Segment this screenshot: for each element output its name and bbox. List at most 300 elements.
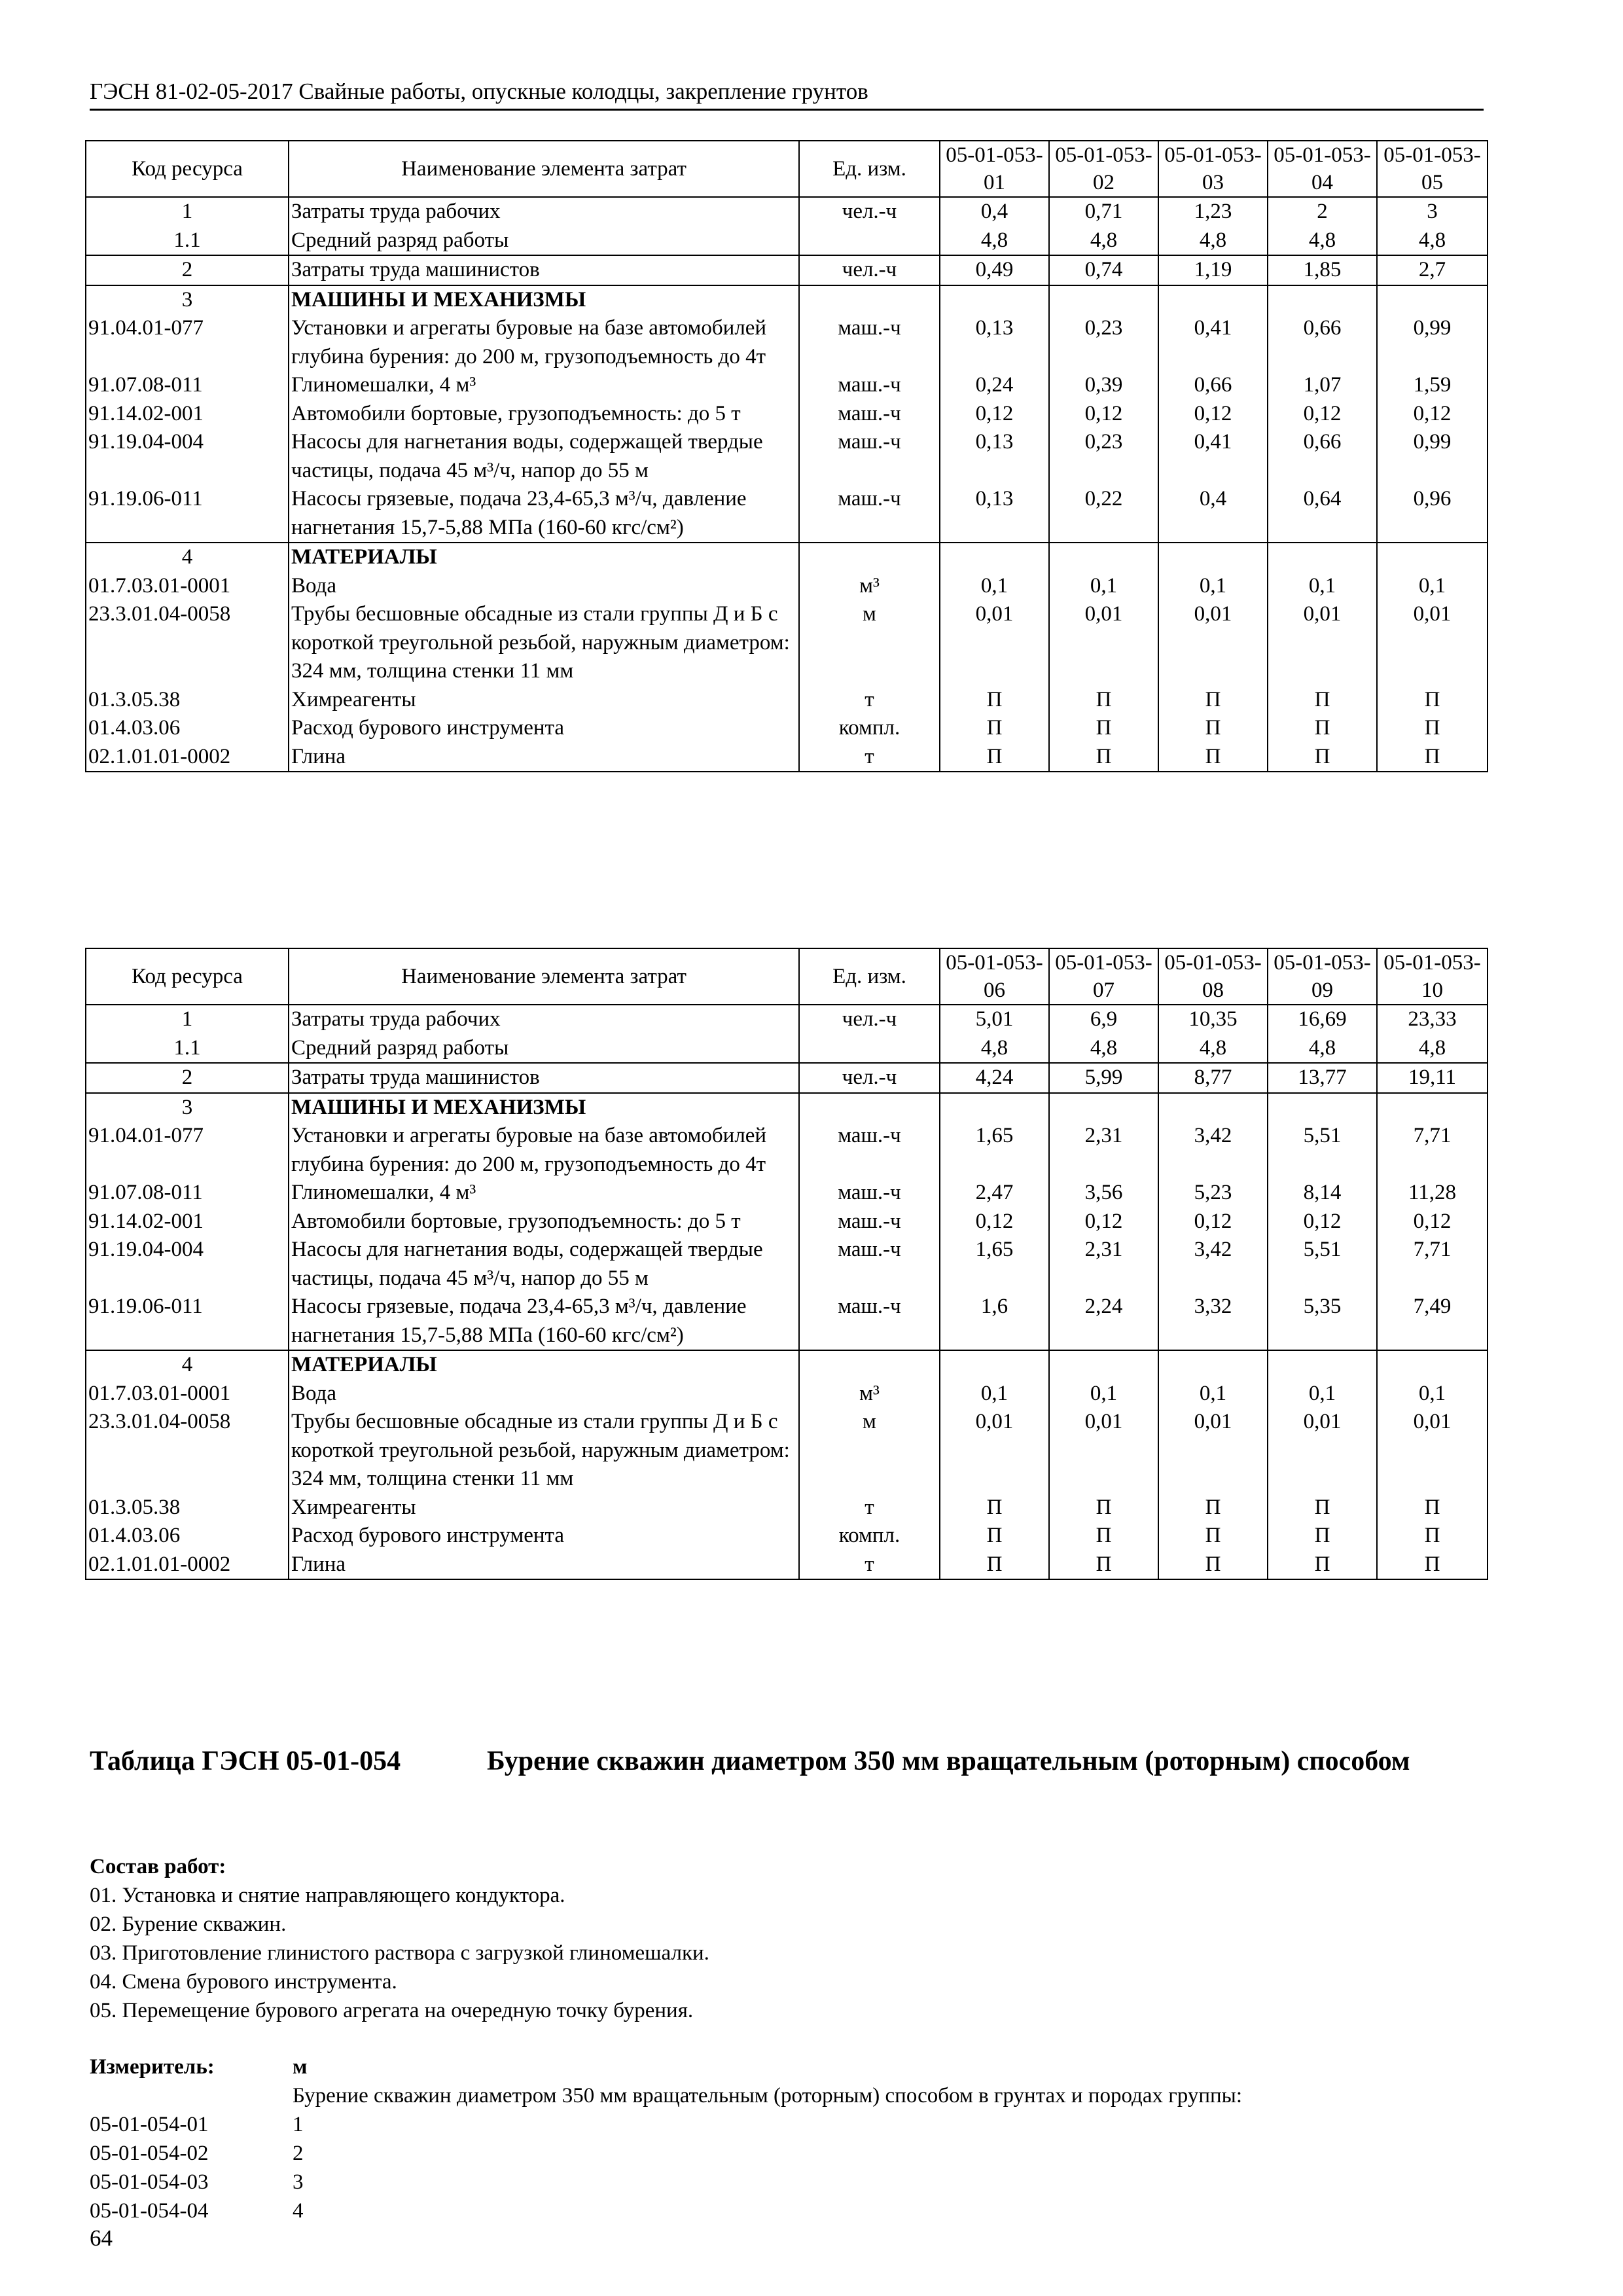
resource-unit <box>799 226 940 256</box>
rate-value: 2,7 <box>1377 255 1488 285</box>
table-row <box>86 1122 1488 1179</box>
resource-name: Глиномешалки, 4 м³ <box>289 371 799 400</box>
rate-value: 0,1 <box>1158 1380 1268 1408</box>
rate-value: 0,01 <box>1268 1408 1377 1494</box>
rate-value: П <box>940 714 1049 743</box>
rate-value: 2,24 <box>1049 1293 1158 1350</box>
rate-value: П <box>1049 1551 1158 1580</box>
rate-value <box>1049 1093 1158 1122</box>
table-row <box>86 226 1488 256</box>
resource-name: Глина <box>289 743 799 772</box>
resource-unit: м³ <box>799 1380 940 1408</box>
resource-code: 91.19.04-004 <box>86 428 289 485</box>
resource-unit <box>799 1093 940 1122</box>
rate-value: 0,01 <box>1268 600 1377 686</box>
table-row <box>86 543 1488 572</box>
works-item: 02. Бурение скважин. <box>90 1912 287 1936</box>
resource-code: 91.04.01-077 <box>86 1122 289 1179</box>
resource-name: Расход бурового инструмента <box>289 1522 799 1551</box>
resource-name: Глина <box>289 1551 799 1580</box>
measure-item <box>90 2139 304 2168</box>
rate-value <box>1377 1350 1488 1380</box>
table-row <box>86 1293 1488 1350</box>
resource-unit: маш.-ч <box>799 1208 940 1236</box>
rate-value: 0,64 <box>1268 485 1377 543</box>
col-rate-header: 05-01-053-06 <box>940 948 1049 1005</box>
rate-value: 5,99 <box>1049 1063 1158 1093</box>
table-row <box>86 600 1488 686</box>
resource-name: Затраты труда машинистов <box>289 1063 799 1093</box>
resource-table-2 <box>85 948 1488 1580</box>
rate-value: 1,07 <box>1268 371 1377 400</box>
resource-name: Установки и агрегаты буровые на базе автомобилей глубина бурения: до 200 м, грузоподъемность до 4т <box>289 314 799 371</box>
rate-value <box>940 543 1049 572</box>
table-row <box>86 371 1488 400</box>
resource-name: Вода <box>289 572 799 601</box>
table-row <box>86 1408 1488 1494</box>
rate-value: 0,01 <box>1049 1408 1158 1494</box>
rate-value: 0,12 <box>1049 1208 1158 1236</box>
rate-value: 0,12 <box>1158 400 1268 429</box>
rate-value <box>1377 285 1488 315</box>
rate-value: 0,1 <box>940 1380 1049 1408</box>
resource-code: 3 <box>86 1093 289 1122</box>
rate-value: 0,01 <box>1158 600 1268 686</box>
rate-value: 0,23 <box>1049 428 1158 485</box>
resource-unit: м <box>799 600 940 686</box>
rate-value: П <box>1268 1494 1377 1522</box>
rate-value <box>940 285 1049 315</box>
rate-value: 0,12 <box>1377 1208 1488 1236</box>
rate-value: 0,41 <box>1158 314 1268 371</box>
rate-value: П <box>1268 1522 1377 1551</box>
rate-value: 3,42 <box>1158 1122 1268 1179</box>
rate-value: П <box>1377 686 1488 715</box>
rate-value: П <box>1049 743 1158 772</box>
measure-unit: м <box>293 2055 308 2079</box>
rate-value: 13,77 <box>1268 1063 1377 1093</box>
table-row <box>86 743 1488 772</box>
resource-unit: компл. <box>799 1522 940 1551</box>
rate-value: 0,4 <box>940 197 1049 226</box>
rate-value: П <box>1158 1494 1268 1522</box>
table-row <box>86 1236 1488 1293</box>
measure-item <box>90 2197 304 2225</box>
resource-name: МАШИНЫ И МЕХАНИЗМЫ <box>289 1093 799 1122</box>
rate-value: 4,8 <box>1049 1034 1158 1064</box>
resource-name: Расход бурового инструмента <box>289 714 799 743</box>
resource-code: 23.3.01.04-0058 <box>86 600 289 686</box>
resource-code: 1 <box>86 1005 289 1034</box>
col-rate-header: 05-01-053-02 <box>1049 141 1158 197</box>
table-row <box>86 1034 1488 1064</box>
resource-name: Вода <box>289 1380 799 1408</box>
rate-value: 0,74 <box>1049 255 1158 285</box>
rate-value: П <box>1377 1522 1488 1551</box>
rate-value: 5,01 <box>940 1005 1049 1034</box>
rate-value: 0,99 <box>1377 314 1488 371</box>
rate-value: 0,66 <box>1268 428 1377 485</box>
rate-value: 4,8 <box>1158 226 1268 256</box>
resource-unit: маш.-ч <box>799 485 940 543</box>
table-row <box>86 1063 1488 1093</box>
table-row <box>86 314 1488 371</box>
rate-value: 4,8 <box>1268 226 1377 256</box>
resource-unit: м³ <box>799 572 940 601</box>
resource-code: 2 <box>86 255 289 285</box>
rate-value: 1,85 <box>1268 255 1377 285</box>
rate-value: 5,35 <box>1268 1293 1377 1350</box>
rate-value: 8,14 <box>1268 1179 1377 1208</box>
resource-unit: маш.-ч <box>799 1179 940 1208</box>
resource-code: 91.19.06-011 <box>86 485 289 543</box>
measure-item <box>90 2110 304 2139</box>
measure-code: 05-01-054-03 <box>90 2170 209 2194</box>
rate-value <box>1268 543 1377 572</box>
table-row <box>86 1005 1488 1034</box>
table-row <box>86 285 1488 315</box>
rate-value: 0,66 <box>1268 314 1377 371</box>
resource-code: 91.07.08-011 <box>86 1179 289 1208</box>
rate-value: 4,8 <box>1377 1034 1488 1064</box>
resource-name: Химреагенты <box>289 1494 799 1522</box>
rate-value: 2 <box>1268 197 1377 226</box>
rate-value: П <box>1049 714 1158 743</box>
rate-value: 0,23 <box>1049 314 1158 371</box>
rate-value: 0,12 <box>940 1208 1049 1236</box>
measure-label: Измеритель: <box>90 2055 215 2079</box>
resource-name: Насосы грязевые, подача 23,4-65,3 м³/ч, давление нагнетания 15,7-5,88 МПа (160-60 кгс/см²) <box>289 1293 799 1350</box>
rate-value: 0,1 <box>1377 572 1488 601</box>
rate-value <box>940 1093 1049 1122</box>
resource-code: 91.07.08-011 <box>86 371 289 400</box>
measure-group: 3 <box>293 2170 304 2194</box>
col-rate-header: 05-01-053-01 <box>940 141 1049 197</box>
resource-unit <box>799 1034 940 1064</box>
rate-value: П <box>1268 686 1377 715</box>
table-row <box>86 197 1488 226</box>
rate-value: П <box>1049 1522 1158 1551</box>
rate-value: 0,12 <box>940 400 1049 429</box>
rate-value: П <box>1158 714 1268 743</box>
rate-value: 8,77 <box>1158 1063 1268 1093</box>
resource-unit <box>799 1350 940 1380</box>
resource-code: 4 <box>86 543 289 572</box>
rate-value: 16,69 <box>1268 1005 1377 1034</box>
rate-value: 7,49 <box>1377 1293 1488 1350</box>
rate-value: 3,32 <box>1158 1293 1268 1350</box>
rate-value: П <box>1158 1551 1268 1580</box>
rate-value: 0,41 <box>1158 428 1268 485</box>
resource-code: 91.19.06-011 <box>86 1293 289 1350</box>
rate-value: П <box>1049 1494 1158 1522</box>
rate-value <box>940 1350 1049 1380</box>
rate-value: 4,8 <box>1377 226 1488 256</box>
col-unit-header: Ед. изм. <box>799 948 940 1005</box>
rate-value <box>1049 1350 1158 1380</box>
table-row <box>86 1179 1488 1208</box>
rate-value: 1,23 <box>1158 197 1268 226</box>
table-row <box>86 1380 1488 1408</box>
resource-unit: компл. <box>799 714 940 743</box>
table-row <box>86 428 1488 485</box>
col-rate-header: 05-01-053-09 <box>1268 948 1377 1005</box>
resource-name: Насосы грязевые, подача 23,4-65,3 м³/ч, давление нагнетания 15,7-5,88 МПа (160-60 кгс/см²) <box>289 485 799 543</box>
rate-value: 3,56 <box>1049 1179 1158 1208</box>
table-row <box>86 714 1488 743</box>
resource-unit: чел.-ч <box>799 255 940 285</box>
rate-value: 0,71 <box>1049 197 1158 226</box>
rate-value: 0,1 <box>1049 1380 1158 1408</box>
resource-unit: маш.-ч <box>799 1293 940 1350</box>
resource-unit: чел.-ч <box>799 197 940 226</box>
rate-value: 0,01 <box>940 600 1049 686</box>
rate-value: П <box>940 1494 1049 1522</box>
rate-value: 7,71 <box>1377 1236 1488 1293</box>
resource-code: 1.1 <box>86 226 289 256</box>
col-name-header: Наименование элемента затрат <box>289 141 799 197</box>
rate-value <box>1158 543 1268 572</box>
rate-value: 0,1 <box>1377 1380 1488 1408</box>
rate-value: 4,8 <box>1268 1034 1377 1064</box>
table-row <box>86 1522 1488 1551</box>
rate-value: 5,51 <box>1268 1122 1377 1179</box>
rate-value: 0,1 <box>940 572 1049 601</box>
rate-value: 2,31 <box>1049 1236 1158 1293</box>
resource-code: 01.7.03.01-0001 <box>86 1380 289 1408</box>
resource-code: 4 <box>86 1350 289 1380</box>
rate-value: П <box>940 743 1049 772</box>
resource-name: Затраты труда рабочих <box>289 197 799 226</box>
rate-value: 0,12 <box>1268 400 1377 429</box>
resource-unit: маш.-ч <box>799 428 940 485</box>
rate-value: 0,66 <box>1158 371 1268 400</box>
resource-unit: маш.-ч <box>799 1122 940 1179</box>
resource-code: 1.1 <box>86 1034 289 1064</box>
resource-code: 02.1.01.01-0002 <box>86 743 289 772</box>
col-rate-header: 05-01-053-03 <box>1158 141 1268 197</box>
resource-unit: маш.-ч <box>799 314 940 371</box>
rate-value: П <box>1377 714 1488 743</box>
table-row <box>86 400 1488 429</box>
resource-code: 1 <box>86 197 289 226</box>
table-row <box>86 572 1488 601</box>
resource-name: МАТЕРИАЛЫ <box>289 1350 799 1380</box>
resource-name: Химреагенты <box>289 686 799 715</box>
table-row <box>86 1494 1488 1522</box>
rate-value: П <box>940 686 1049 715</box>
measure-code: 05-01-054-02 <box>90 2142 209 2165</box>
resource-name: Автомобили бортовые, грузоподъемность: до 5 т <box>289 400 799 429</box>
rate-value: 0,01 <box>1158 1408 1268 1494</box>
table-row <box>86 1551 1488 1580</box>
rate-value: 4,8 <box>1049 226 1158 256</box>
works-item: 03. Приготовление глинистого раствора с загрузкой глиномешалки. <box>90 1941 709 1965</box>
page-header: ГЭСН 81-02-05-2017 Свайные работы, опускные колодцы, закрепление грунтов <box>90 77 1484 111</box>
table-row <box>86 686 1488 715</box>
rate-value: 0,13 <box>940 485 1049 543</box>
resource-unit: чел.-ч <box>799 1063 940 1093</box>
measure-row <box>90 2053 307 2081</box>
measure-group: 2 <box>293 2142 304 2165</box>
works-item: 04. Смена бурового инструмента. <box>90 1970 397 1994</box>
resource-name: Насосы для нагнетания воды, содержащей твердые частицы, подача 45 м³/ч, напор до 55 м <box>289 1236 799 1293</box>
rate-value: 11,28 <box>1377 1179 1488 1208</box>
rate-value: 1,65 <box>940 1122 1049 1179</box>
table-1-body <box>86 197 1488 772</box>
resource-code: 3 <box>86 285 289 315</box>
measure-code: 05-01-054-04 <box>90 2199 209 2223</box>
resource-unit: т <box>799 743 940 772</box>
resource-code: 91.04.01-077 <box>86 314 289 371</box>
resource-name: Трубы бесшовные обсадные из стали группы Д и Б с короткой треугольной резьбой, наружным диаметром: 324 мм, толщина стенки 11 мм <box>289 600 799 686</box>
rate-value: П <box>1377 1494 1488 1522</box>
rate-value: П <box>1268 1551 1377 1580</box>
page-number: 64 <box>90 2225 113 2251</box>
col-rate-header: 05-01-053-05 <box>1377 141 1488 197</box>
rate-value: 0,01 <box>1377 600 1488 686</box>
rate-value: 1,59 <box>1377 371 1488 400</box>
rate-value: 0,99 <box>1377 428 1488 485</box>
resource-name: МАШИНЫ И МЕХАНИЗМЫ <box>289 285 799 315</box>
section-label: Таблица ГЭСН 05-01-054 <box>90 1746 401 1776</box>
rate-value: 0,13 <box>940 314 1049 371</box>
col-unit-header: Ед. изм. <box>799 141 940 197</box>
col-rate-header: 05-01-053-07 <box>1049 948 1158 1005</box>
rate-value: 4,8 <box>1158 1034 1268 1064</box>
rate-value <box>1158 285 1268 315</box>
table-row <box>86 1208 1488 1236</box>
resource-name: Установки и агрегаты буровые на базе автомобилей глубина бурения: до 200 м, грузоподъемность до 4т <box>289 1122 799 1179</box>
rate-value: 0,12 <box>1377 400 1488 429</box>
measure-group: 1 <box>293 2113 304 2136</box>
measure-code: 05-01-054-01 <box>90 2113 209 2136</box>
rate-value: П <box>1158 1522 1268 1551</box>
rate-value: 1,19 <box>1158 255 1268 285</box>
resource-unit: т <box>799 686 940 715</box>
resource-name: Трубы бесшовные обсадные из стали группы Д и Б с короткой треугольной резьбой, наружным диаметром: 324 мм, толщина стенки 11 мм <box>289 1408 799 1494</box>
resource-name: Затраты труда машинистов <box>289 255 799 285</box>
rate-value: 7,71 <box>1377 1122 1488 1179</box>
rate-value: 0,1 <box>1158 572 1268 601</box>
col-rate-header: 05-01-053-04 <box>1268 141 1377 197</box>
rate-value: 0,12 <box>1158 1208 1268 1236</box>
rate-value: 0,01 <box>940 1408 1049 1494</box>
measure-description-row <box>90 2081 1242 2110</box>
resource-name: Автомобили бортовые, грузоподъемность: до 5 т <box>289 1208 799 1236</box>
resource-unit: т <box>799 1494 940 1522</box>
resource-code: 91.14.02-001 <box>86 400 289 429</box>
resource-unit: чел.-ч <box>799 1005 940 1034</box>
rate-value: 0,12 <box>1049 400 1158 429</box>
resource-code: 2 <box>86 1063 289 1093</box>
table-row <box>86 255 1488 285</box>
col-name-header: Наименование элемента затрат <box>289 948 799 1005</box>
resource-name: Средний разряд работы <box>289 1034 799 1064</box>
rate-value: 1,6 <box>940 1293 1049 1350</box>
rate-value: 6,9 <box>1049 1005 1158 1034</box>
resource-code: 01.3.05.38 <box>86 1494 289 1522</box>
rate-value: П <box>940 1522 1049 1551</box>
table-row <box>86 1093 1488 1122</box>
resource-name: МАТЕРИАЛЫ <box>289 543 799 572</box>
rate-value <box>1158 1093 1268 1122</box>
rate-value: 0,4 <box>1158 485 1268 543</box>
rate-value: 4,8 <box>940 226 1049 256</box>
rate-value <box>1268 285 1377 315</box>
rate-value: 0,1 <box>1268 1380 1377 1408</box>
resource-code: 02.1.01.01-0002 <box>86 1551 289 1580</box>
resource-name: Насосы для нагнетания воды, содержащей твердые частицы, подача 45 м³/ч, напор до 55 м <box>289 428 799 485</box>
resource-unit: м <box>799 1408 940 1494</box>
works-item: 05. Перемещение бурового агрегата на очередную точку бурения. <box>90 1999 694 2022</box>
rate-value: П <box>1377 1551 1488 1580</box>
rate-value: 4,24 <box>940 1063 1049 1093</box>
rate-value: 23,33 <box>1377 1005 1488 1034</box>
rate-value: 0,12 <box>1268 1208 1377 1236</box>
rate-value: 0,01 <box>1377 1408 1488 1494</box>
col-code-header: Код ресурса <box>86 948 289 1005</box>
rate-value: 0,24 <box>940 371 1049 400</box>
measure-description: Бурение скважин диаметром 350 мм вращательным (роторным) способом в грунтах и породах группы: <box>293 2084 1242 2108</box>
rate-value: 19,11 <box>1377 1063 1488 1093</box>
works-heading: Состав работ: <box>90 1855 226 1878</box>
resource-unit: маш.-ч <box>799 371 940 400</box>
table-2-body <box>86 1005 1488 1579</box>
rate-value: 0,39 <box>1049 371 1158 400</box>
measure-group: 4 <box>293 2199 304 2223</box>
rate-value: 2,31 <box>1049 1122 1158 1179</box>
resource-code: 23.3.01.04-0058 <box>86 1408 289 1494</box>
col-rate-header: 05-01-053-10 <box>1377 948 1488 1005</box>
rate-value: 4,8 <box>940 1034 1049 1064</box>
resource-name: Затраты труда рабочих <box>289 1005 799 1034</box>
table-row <box>86 1350 1488 1380</box>
resource-code: 91.14.02-001 <box>86 1208 289 1236</box>
rate-value <box>1049 285 1158 315</box>
resource-code: 01.4.03.06 <box>86 714 289 743</box>
resource-code: 01.7.03.01-0001 <box>86 572 289 601</box>
rate-value: П <box>1268 714 1377 743</box>
col-rate-header: 05-01-053-08 <box>1158 948 1268 1005</box>
rate-value: 0,1 <box>1049 572 1158 601</box>
col-code-header: Код ресурса <box>86 141 289 197</box>
measure-item <box>90 2168 304 2197</box>
section-heading: Бурение скважин диаметром 350 мм вращательным (роторным) способом <box>487 1746 1410 1776</box>
resource-code: 91.19.04-004 <box>86 1236 289 1293</box>
rate-value: 0,13 <box>940 428 1049 485</box>
rate-value: 1,65 <box>940 1236 1049 1293</box>
rate-value <box>1377 543 1488 572</box>
rate-value: П <box>940 1551 1049 1580</box>
rate-value: 0,1 <box>1268 572 1377 601</box>
rate-value: 2,47 <box>940 1179 1049 1208</box>
table-row <box>86 485 1488 543</box>
resource-name: Глиномешалки, 4 м³ <box>289 1179 799 1208</box>
resource-unit: т <box>799 1551 940 1580</box>
rate-value: П <box>1268 743 1377 772</box>
rate-value: П <box>1049 686 1158 715</box>
rate-value: П <box>1158 743 1268 772</box>
rate-value <box>1268 1093 1377 1122</box>
works-item: 01. Установка и снятие направляющего кондуктора. <box>90 1884 565 1907</box>
resource-code: 01.4.03.06 <box>86 1522 289 1551</box>
rate-value: 3,42 <box>1158 1236 1268 1293</box>
resource-code: 01.3.05.38 <box>86 686 289 715</box>
rate-value: 10,35 <box>1158 1005 1268 1034</box>
resource-name: Средний разряд работы <box>289 226 799 256</box>
rate-value <box>1158 1350 1268 1380</box>
